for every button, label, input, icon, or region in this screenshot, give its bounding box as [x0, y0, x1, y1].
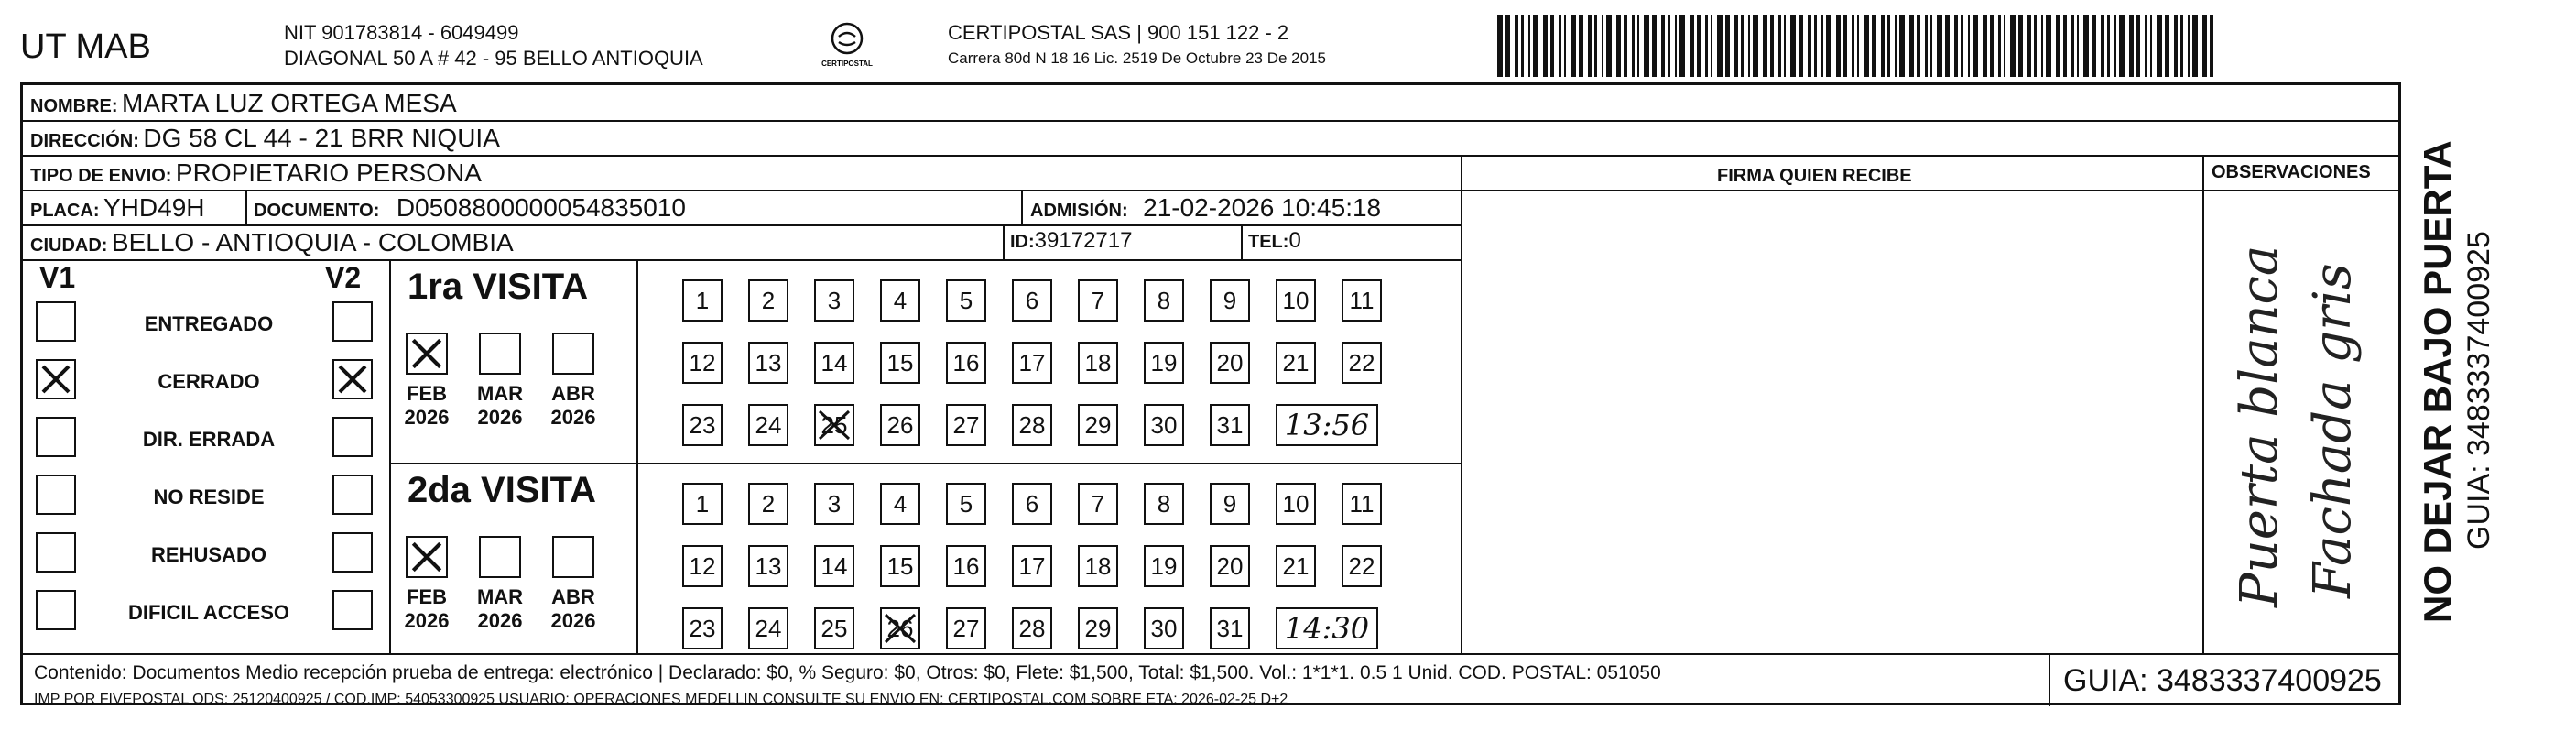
barcode-bar: [1505, 15, 1510, 77]
v1-checkbox-entregado[interactable]: [36, 301, 76, 342]
barcode-bar: [1559, 15, 1561, 77]
month-checkbox-feb[interactable]: [406, 333, 448, 375]
day-box-13[interactable]: 13: [748, 342, 788, 384]
day-box-15[interactable]: 15: [880, 342, 920, 384]
barcode-bar: [1533, 15, 1538, 77]
barcode-bar: [1602, 15, 1603, 77]
day-box-17[interactable]: 17: [1012, 342, 1052, 384]
barcode-bar: [2136, 15, 2140, 77]
v1-checkbox-cerrado[interactable]: [36, 359, 76, 399]
barcode-bar: [1668, 15, 1670, 77]
day-box-22[interactable]: 22: [1342, 342, 1382, 384]
barcode-bar: [2145, 15, 2147, 77]
day-box-14[interactable]: 14: [814, 342, 854, 384]
month-name: MAR: [476, 382, 524, 405]
day-box-13[interactable]: 13: [748, 545, 788, 587]
v2-checkbox-dificil-acceso[interactable]: [332, 590, 373, 630]
day-box-29[interactable]: 29: [1078, 607, 1118, 649]
barcode-bar: [2018, 15, 2023, 77]
barcode-bar: [1697, 15, 1701, 77]
day-box-6[interactable]: 6: [1012, 483, 1052, 525]
guia-number-box: GUIA: 3483337400925: [2049, 655, 2415, 706]
barcode-bar: [2010, 15, 2016, 77]
day-box-1[interactable]: 1: [682, 483, 723, 525]
carrier-nit: CERTIPOSTAL SAS | 900 151 122 - 2: [948, 21, 1289, 44]
barcode-bar: [1899, 15, 1905, 77]
tel-label: TEL:: [1248, 232, 1289, 252]
barcode-bar: [1887, 15, 1890, 77]
barcode-bar: [1954, 15, 1958, 77]
barcode-bar: [1864, 15, 1869, 77]
day-box-5[interactable]: 5: [946, 483, 986, 525]
barcode-bar: [1588, 15, 1592, 77]
status-label: DIR. ERRADA: [142, 428, 276, 451]
id-value: 39172717: [1034, 228, 1133, 253]
visit-title: 2da VISITA: [408, 470, 596, 510]
firma-header: FIRMA QUIEN RECIBE: [1717, 166, 1912, 186]
carrier-license: Carrera 80d N 18 16 Lic. 2519 De Octubre 23 De 2015: [948, 49, 1326, 67]
v2-checkbox-rehusado[interactable]: [332, 532, 373, 573]
month-label: [468, 382, 532, 430]
day-box-21[interactable]: 21: [1276, 545, 1316, 587]
barcode-bar: [1808, 15, 1811, 77]
v1-checkbox-no-reside[interactable]: [36, 475, 76, 515]
month-year: 2026: [404, 609, 450, 632]
visit-time-box[interactable]: 13:56: [1276, 404, 1378, 446]
barcode-bar: [2165, 15, 2169, 77]
month-name: FEB: [407, 382, 447, 405]
nombre-value: MARTA LUZ ORTEGA MESA: [122, 89, 457, 117]
day-box-25[interactable]: 25: [814, 607, 854, 649]
tipo-envio-label: TIPO DE ENVIO:: [30, 166, 172, 186]
barcode-bar: [1925, 15, 1928, 77]
v2-checkbox-entregado[interactable]: [332, 301, 373, 342]
barcode-bar: [1857, 15, 1859, 77]
day-box-6[interactable]: 6: [1012, 279, 1052, 322]
barcode-bar: [1571, 15, 1576, 77]
day-box-15[interactable]: 15: [880, 545, 920, 587]
documento-value: D0508800000054835010: [396, 193, 686, 222]
day-box-1[interactable]: 1: [682, 279, 723, 322]
barcode-bar: [2083, 15, 2089, 77]
barcode-bar: [2056, 15, 2060, 77]
day-box-14[interactable]: 14: [814, 545, 854, 587]
barcode-bar: [1990, 15, 1994, 77]
barcode-bar: [1821, 15, 1823, 77]
barcode-bar: [1637, 15, 1639, 77]
day-box-30[interactable]: 30: [1144, 404, 1184, 446]
day-box-12[interactable]: 12: [682, 545, 723, 587]
barcode-bar: [2004, 15, 2005, 77]
barcode-bar: [1632, 15, 1635, 77]
barcode-bar: [1652, 15, 1657, 77]
barcode-bar: [1937, 15, 1942, 77]
barcode-bar: [1521, 15, 1524, 77]
barcode-bar: [1826, 15, 1831, 77]
barcode-bar: [1770, 15, 1774, 77]
status-label: REHUSADO: [151, 543, 266, 566]
barcode-bar: [1930, 15, 1932, 77]
day-box-25[interactable]: 25: [814, 404, 854, 446]
day-box-9[interactable]: 9: [1210, 483, 1250, 525]
day-box-5[interactable]: 5: [946, 279, 986, 322]
v1-checkbox-rehusado[interactable]: [36, 532, 76, 573]
barcode-bar: [1616, 15, 1621, 77]
barcode-bar: [1624, 15, 1627, 77]
barcode-bar: [2092, 15, 2096, 77]
barcode-bar: [2174, 15, 2178, 77]
side-guia-number: GUIA: 3483337400925: [2462, 231, 2496, 550]
barcode-bar: [1763, 15, 1767, 77]
month-label: [541, 585, 605, 633]
barcode-bar: [1983, 15, 1987, 77]
admision-value: 21-02-2026 10:45:18: [1143, 193, 1382, 222]
ciudad-value: BELLO - ANTIOQUIA - COLOMBIA: [111, 228, 514, 256]
day-box-26[interactable]: 26: [880, 607, 920, 649]
barcode-bar: [2188, 15, 2190, 77]
day-box-17[interactable]: 17: [1012, 545, 1052, 587]
barcode-bar: [1895, 15, 1897, 77]
day-box-7[interactable]: 7: [1078, 483, 1118, 525]
day-box-18[interactable]: 18: [1078, 342, 1118, 384]
day-box-28[interactable]: 28: [1012, 404, 1052, 446]
v2-checkbox-cerrado[interactable]: [332, 359, 373, 399]
barcode-bar: [1661, 15, 1665, 77]
month-name: ABR: [551, 382, 595, 405]
month-checkbox-mar[interactable]: [479, 536, 521, 578]
day-box-2[interactable]: 2: [748, 483, 788, 525]
id-label: ID:: [1010, 232, 1035, 252]
day-box-4[interactable]: 4: [880, 483, 920, 525]
barcode-bar: [2180, 15, 2183, 77]
barcode-bar: [1968, 15, 1970, 77]
barcode-bar: [1734, 15, 1738, 77]
barcode-bar: [2046, 15, 2051, 77]
barcode-bar: [2071, 15, 2074, 77]
month-name: FEB: [407, 585, 447, 608]
day-box-3[interactable]: 3: [814, 279, 854, 322]
direccion-value: DG 58 CL 44 - 21 BRR NIQUIA: [143, 124, 500, 152]
admision-label: ADMISIÓN:: [1030, 201, 1128, 221]
barcode-bar: [1814, 15, 1817, 77]
barcode-bar: [1725, 15, 1730, 77]
admision-cell: [1030, 193, 1381, 223]
v2-header: V2: [325, 261, 362, 294]
barcode-bar: [1917, 15, 1920, 77]
nit-line: NIT 901783814 - 6049499: [284, 21, 519, 44]
day-box-20[interactable]: 20: [1210, 545, 1250, 587]
day-box-10[interactable]: 10: [1276, 279, 1316, 322]
barcode-bar: [1909, 15, 1914, 77]
day-box-21[interactable]: 21: [1276, 342, 1316, 384]
barcode-bar: [1799, 15, 1803, 77]
barcode-bar: [1836, 15, 1841, 77]
barcode-bar: [2192, 15, 2198, 77]
barcode-bar: [1790, 15, 1796, 77]
day-box-16[interactable]: 16: [946, 545, 986, 587]
barcode-bar: [1644, 15, 1649, 77]
barcode-bar: [1973, 15, 1978, 77]
barcode-bar: [1564, 15, 1566, 77]
month-name: MAR: [476, 585, 524, 608]
nombre-label: NOMBRE:: [30, 96, 118, 116]
day-box-11[interactable]: 11: [1342, 483, 1382, 525]
barcode-bar: [1717, 15, 1723, 77]
certipostal-logo: [815, 20, 879, 73]
barcode-bar: [1690, 15, 1694, 77]
carrier-info: [948, 20, 1326, 71]
day-box-4[interactable]: 4: [880, 279, 920, 322]
day-box-20[interactable]: 20: [1210, 342, 1250, 384]
barcode-bar: [2063, 15, 2067, 77]
tipo-envio-row: [30, 158, 482, 188]
day-box-22[interactable]: 22: [1342, 545, 1382, 587]
barcode-bar: [1872, 15, 1876, 77]
day-box-18[interactable]: 18: [1078, 545, 1118, 587]
barcode-bar: [1741, 15, 1744, 77]
contenido-line: Contenido: Documentos Medio recepción prueba de entrega: electrónico | Declarado: $0, % Seguro: $0, Otros: $0, Flete: $1,500, Total: $1,500. Vol.: 1*1*1. 0.5 1 Unid. COD. POSTAL: 051050: [34, 662, 1661, 683]
barcode-bar: [2101, 15, 2104, 77]
day-box-23[interactable]: 23: [682, 607, 723, 649]
day-box-27[interactable]: 27: [946, 607, 986, 649]
day-box-8[interactable]: 8: [1144, 279, 1184, 322]
month-label: [468, 585, 532, 633]
barcode-bar: [1753, 15, 1758, 77]
day-box-16[interactable]: 16: [946, 342, 986, 384]
v2-checkbox-no-reside[interactable]: [332, 475, 373, 515]
barcode-bar: [1550, 15, 1554, 77]
day-box-31[interactable]: 31: [1210, 607, 1250, 649]
barcode-bar: [1998, 15, 2001, 77]
day-box-29[interactable]: 29: [1078, 404, 1118, 446]
barcode-bar: [2114, 15, 2116, 77]
day-box-24[interactable]: 24: [748, 404, 788, 446]
barcode-bar: [1945, 15, 1950, 77]
v1-header: V1: [39, 261, 76, 294]
barcode-bar: [1579, 15, 1583, 77]
placa-label: PLACA:: [30, 201, 100, 221]
barcode-bar: [1711, 15, 1712, 77]
day-box-12[interactable]: 12: [682, 342, 723, 384]
barcode-bar: [1679, 15, 1685, 77]
month-label: [395, 585, 459, 633]
barcode-bar: [1705, 15, 1708, 77]
month-checkbox-abr[interactable]: [552, 333, 594, 375]
day-box-10[interactable]: 10: [1276, 483, 1316, 525]
day-box-3[interactable]: 3: [814, 483, 854, 525]
tipo-envio-value: PROPIETARIO PERSONA: [175, 158, 482, 187]
delivery-form: [20, 82, 2401, 705]
barcode-bar: [1852, 15, 1854, 77]
tel-cell: [1248, 228, 1301, 254]
barcode-bar: [1881, 15, 1885, 77]
barcode-bar: [2077, 15, 2079, 77]
id-cell: [1010, 228, 1132, 254]
month-checkbox-mar[interactable]: [479, 333, 521, 375]
no-dejar-warning: NO DEJAR BAJO PUERTA: [2416, 140, 2459, 623]
barcode-bar: [1778, 15, 1781, 77]
barcode-bar: [2202, 15, 2207, 77]
day-box-26[interactable]: 26: [880, 404, 920, 446]
month-year: 2026: [477, 609, 523, 632]
tracking-barcode: [1497, 15, 2221, 77]
barcode-bar: [1606, 15, 1612, 77]
documento-label: DOCUMENTO:: [254, 201, 380, 221]
status-label: ENTREGADO: [144, 312, 274, 335]
observaciones-handwriting-2: Fachada gris: [2303, 263, 2363, 598]
placa-value: YHD49H: [103, 193, 205, 222]
day-box-23[interactable]: 23: [682, 404, 723, 446]
day-box-8[interactable]: 8: [1144, 483, 1184, 525]
v1-checkbox-dir-errada[interactable]: [36, 417, 76, 457]
status-label: DIFICIL ACCESO: [127, 601, 289, 624]
barcode-bar: [1528, 15, 1530, 77]
month-year: 2026: [404, 406, 450, 429]
barcode-bar: [2129, 15, 2134, 77]
month-checkbox-abr[interactable]: [552, 536, 594, 578]
barcode-bar: [1675, 15, 1677, 77]
day-box-2[interactable]: 2: [748, 279, 788, 322]
day-box-27[interactable]: 27: [946, 404, 986, 446]
direccion-label: DIRECCIÓN:: [30, 131, 139, 151]
status-label: CERRADO: [158, 370, 260, 393]
v1-checkbox-dificil-acceso[interactable]: [36, 590, 76, 630]
company-nit-block: [284, 20, 703, 71]
v2-checkbox-dir-errada[interactable]: [332, 417, 373, 457]
barcode-bar: [1961, 15, 1963, 77]
day-box-7[interactable]: 7: [1078, 279, 1118, 322]
day-box-24[interactable]: 24: [748, 607, 788, 649]
month-label: [395, 382, 459, 430]
barcode-bar: [1748, 15, 1750, 77]
barcode-bar: [1497, 15, 1503, 77]
day-box-11[interactable]: 11: [1342, 279, 1382, 322]
month-checkbox-feb[interactable]: [406, 536, 448, 578]
svg-text:CERTIPOSTAL: CERTIPOSTAL: [821, 60, 873, 68]
barcode-bar: [2041, 15, 2043, 77]
barcode-bar: [1843, 15, 1847, 77]
barcode-bar: [2157, 15, 2162, 77]
observaciones-header: OBSERVACIONES: [2212, 162, 2371, 182]
month-year: 2026: [477, 406, 523, 429]
company-name: UT MAB: [20, 27, 151, 66]
barcode-bar: [2150, 15, 2152, 77]
barcode-bar: [1784, 15, 1786, 77]
month-year: 2026: [550, 609, 596, 632]
impresion-line: IMP POR FIVEPOSTAL ODS: 25120400925 / COD.IMP: 54053300925 USUARIO: OPERACIONES MEDELLIN CONSULTE SU ENVIO EN: CERTIPOSTAL.COM SOBRE ETA: 2026-02-25 D+2: [34, 692, 1288, 707]
barcode-bar: [1594, 15, 1597, 77]
month-label: [541, 382, 605, 430]
barcode-bar: [2027, 15, 2031, 77]
observaciones-handwriting-1: Puerta blanca: [2230, 245, 2289, 607]
day-box-19[interactable]: 19: [1144, 342, 1184, 384]
barcode-bar: [2119, 15, 2125, 77]
barcode-bar: [2210, 15, 2213, 77]
barcode-bar: [1543, 15, 1548, 77]
month-name: ABR: [551, 585, 595, 608]
barcode-bar: [1515, 15, 1518, 77]
address-line: DIAGONAL 50 A # 42 - 95 BELLO ANTIOQUIA: [284, 47, 703, 70]
month-year: 2026: [550, 406, 596, 429]
ciudad-label: CIUDAD:: [30, 235, 108, 256]
day-box-30[interactable]: 30: [1144, 607, 1184, 649]
visit-time-box[interactable]: 14:30: [1276, 607, 1378, 649]
barcode-bar: [2107, 15, 2110, 77]
day-box-31[interactable]: 31: [1210, 404, 1250, 446]
direccion-row: [30, 124, 500, 153]
documento-cell: [254, 193, 686, 223]
day-box-9[interactable]: 9: [1210, 279, 1250, 322]
visit-title: 1ra VISITA: [408, 267, 589, 307]
nombre-row: [30, 89, 457, 118]
barcode-bar: [2034, 15, 2037, 77]
placa-cell: [30, 193, 204, 223]
tel-value: 0: [1288, 228, 1301, 253]
status-label: NO RESIDE: [153, 486, 265, 508]
ciudad-cell: [30, 228, 514, 257]
day-box-28[interactable]: 28: [1012, 607, 1052, 649]
day-box-19[interactable]: 19: [1144, 545, 1184, 587]
